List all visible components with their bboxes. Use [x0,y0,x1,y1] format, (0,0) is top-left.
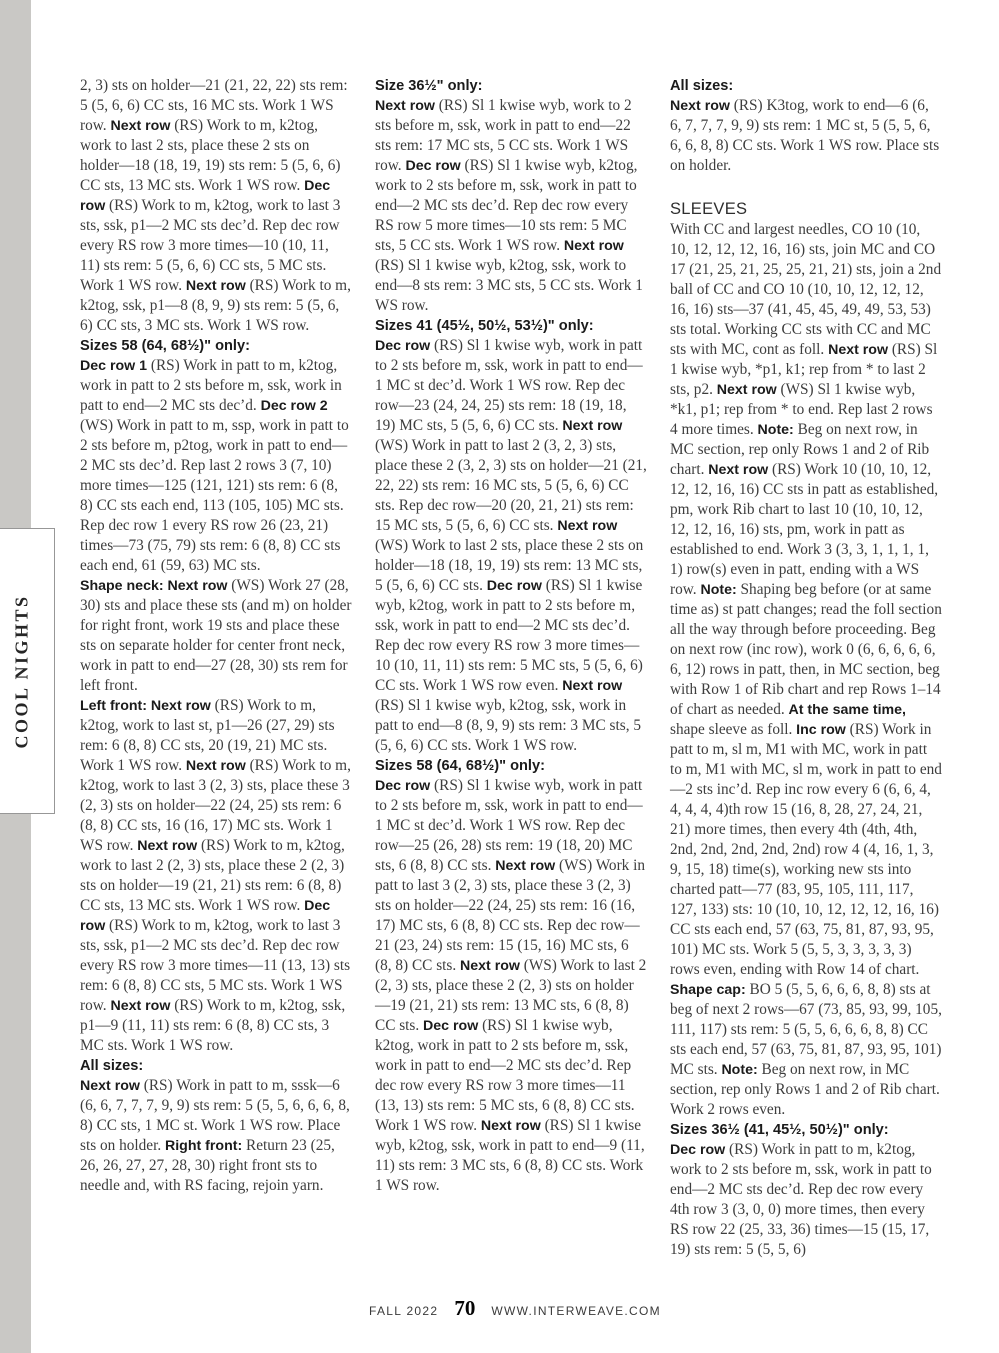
instruction-label: Dec row [405,158,461,174]
instruction-label: Dec row [486,578,542,594]
instruction-text: (WS) Work to last 2 sts, place these 2 sts on holder—18 (18, 19, 19) sts rem: 13 MC sts, 5 (5, 6, 6) CC sts. [375,537,644,594]
instruction-text: 2, 3) sts on holder—21 (21, 22, 22) sts rem: 5 (5, 6, 6) CC sts, 16 MC sts. Work 1 WS row. [80,77,348,134]
size-subheading: All sizes: [670,78,734,94]
instruction-label: Dec row 2 [260,398,328,414]
instruction-text: Return 23 (25, 26, 26, 27, 27, 28, 30) right front sts to needle and, with RS facing, rejoin yarn. [80,1137,335,1194]
footer-website: WWW.INTERWEAVE.COM [491,1304,661,1318]
instruction-label: Next row [670,98,730,114]
section-tab [0,528,55,814]
vertical-spacer [670,176,942,198]
instruction-text: (RS) Work to m, k2tog, ssk, p1—8 (8, 9, 9) sts rem: 5 (5, 6, 6) CC sts, 3 MC sts. Work 1 WS row. [80,277,351,334]
instruction-text: (RS) Sl 1 kwise wyb, k2tog, work to 2 sts before m, ssk, work in patt to end—2 MC sts dec’d. Rep dec row every RS row 5 more times—10 sts rem: 5 MC sts, 5 CC sts. Work 1 WS row. [375,157,638,254]
instruction-text: (RS) Work to m, k2tog, work to last st, p1—26 (27, 29) sts rem: 6 (8, 8) CC sts, 20 (19, 21) MC sts. Work 1 WS row. [80,697,335,774]
instruction-label: Next row [110,998,171,1014]
instruction-text: (RS) Work in patt to m, k2tog, work in patt to 2 sts before m, ssk, work in patt to end—2 MC sts dec’d. [80,357,342,414]
instruction-label: Right front: [164,1138,243,1154]
instruction-text: (WS) Work to last 2 (2, 3) sts, place these 2 (2, 3) sts on holder—19 (21, 21) sts rem: 13 MC sts, 6 (8, 8) CC sts. [375,957,647,1034]
instruction-text: With CC and largest needles, CO 10 (10, 10, 12, 12, 12, 16, 16) sts, join MC and CO 17 (21, 25, 21, 25, 25, 21, 21) sts, join a 2nd ball of CC and CO 10 (10, 10, 12, 12, 12, 16, 16) sts—37 (41, 45, 45, 49, 49, 53, 53) sts total. Working CC sts with CC and MC sts with MC, cont as foll. [670,221,942,358]
pattern-paragraph [80,696,352,1056]
instruction-label: Inc row [796,722,846,738]
pattern-paragraph [375,336,647,756]
instruction-label: Note: [721,1062,758,1078]
pattern-text-columns [80,76,940,1260]
pattern-paragraph [80,1076,352,1196]
text-column-2 [375,76,647,1260]
text-column-3 [670,76,942,1260]
instruction-text: (RS) Sl 1 kwise wyb, k2tog, work in patt to 2 sts before m, ssk, work in patt to end—2 MC sts dec’d. Rep dec row every RS row 3 more times—11 (13, 13) sts rem: 5 MC sts, 6 (8, 8) CC sts. Work 1 WS row. [375,1017,635,1134]
instruction-label: Next row [708,462,769,478]
instruction-label: Next row [185,278,246,294]
instruction-text: (RS) Work to m, k2tog, work to last 3 sts, ssk, p1—2 MC sts dec’d. Rep dec row every RS row 3 more times—10 (10, 11, 11) sts rem: 5 (5, 6, 6) CC sts, 5 MC sts. Work 1 WS row. [80,197,341,294]
instruction-text: (RS) Work to m, k2tog, work to last 3 (2, 3) sts, place these 3 (2, 3) sts on holder—22 (24, 25) sts rem: 6 (8, 8) CC sts, 16 (16, 17) MC sts. Work 1 WS row. [80,757,351,854]
footer-page-number: 70 [454,1296,476,1320]
instruction-text: Shaping beg before (or at same time as) st patt changes; read the foll section all the way through before proceeding. Beg on next row (inc row), work 0 (6, 6, 6, 6, 6, 6, 12) rows in patt, then, in MC section, beg with Row 1 of Rib chart and rep Rows 1–14 of chart as needed. [670,581,942,718]
instruction-label: Next row [80,1078,140,1094]
instruction-label: Next row [137,838,198,854]
instruction-text: Beg on next row, in MC section, rep only Rows 1 and 2 of Rib chart. Work 2 rows even. [670,1061,940,1118]
instruction-label: Next row [185,758,246,774]
instruction-text: (WS) Sl 1 kwise wyb, *k1, p1; rep from * to end. Rep last 2 rows 4 more times. [670,381,933,438]
instruction-label: Next row [495,858,556,874]
page-footer [31,1296,999,1321]
instruction-label: Dec row [375,338,431,354]
instruction-label: Note: [757,422,794,438]
instruction-text: Beg on next row, in MC section, rep only Rows 1 and 2 of Rib chart. [670,421,930,478]
instruction-label: Next row [562,678,623,694]
instruction-label: Dec row [375,778,431,794]
instruction-text: (WS) Work in patt to last 2 (3, 2, 3) sts, place these 2 (3, 2, 3) sts on holder—21 (21, 22, 22) sts rem: 16 MC sts, 5 (5, 6, 6) CC sts. Rep dec row—20 (20, 21, 21) sts rem: 15 MC sts, 5 (5, 6, 6) CC sts. [375,437,647,534]
instruction-label: Shape neck: Next row [80,578,228,594]
instruction-label: Dec row 1 [80,358,148,374]
pattern-paragraph [670,1140,942,1260]
instruction-text: (WS) Work in patt to last 3 (2, 3) sts, place these 3 (2, 3) sts on holder—22 (24, 25) sts rem: 16 (16, 17) MC sts, 6 (8, 8) CC sts. Rep dec row—21 (23, 24) sts rem: 15 (15, 16) MC sts, 6 (8, 8) CC sts. [375,857,646,974]
instruction-text: (RS) Sl 1 kwise wyb, *p1, k1; rep from * to last 2 sts, p2. [670,341,938,398]
instruction-text: BO 5 (5, 5, 6, 6, 6, 8, 8) sts at beg of next 2 rows—67 (73, 85, 93, 99, 105, 111, 117) sts rem: 5 (5, 5, 6, 6, 6, 8, 8) CC sts each end, 57 (63, 75, 81, 87, 93, 95, 101) MC sts. [670,981,942,1078]
instruction-label: Dec row [80,178,331,214]
instruction-label: Next row [480,1118,541,1134]
instruction-label: At the same time, [788,702,906,718]
instruction-text: (RS) Work in patt to m, k2tog, work to 2 sts before m, ssk, work in patt to end—2 MC sts dec’d. Rep dec row every 4th row 3 (3, 0, 0) more times, then every RS row 22 (25, 33, 36) times—15 (15, 17, 19) sts rem: 5 (5, 5, 6) [670,1141,932,1258]
size-subheading: Size 36½" only: [375,78,483,94]
pattern-paragraph [670,220,942,1120]
instruction-text: (RS) K3tog, work to end—6 (6, 6, 7, 7, 7, 9, 9) sts rem: 1 MC st, 5 (5, 5, 6, 6, 6, 8, 8) CC sts. Work 1 WS row. Place sts on holder. [670,97,940,174]
pattern-paragraph [670,96,942,176]
instruction-text: (RS) Work to m, k2tog, work to last 2 sts, place these 2 sts on holder—18 (18, 19, 19) sts rem: 5 (5, 6, 6) CC sts, 13 MC sts. Work 1 WS row. [80,117,341,194]
text-column-1 [80,76,352,1260]
pattern-paragraph [375,776,647,1196]
instruction-label: Next row [460,958,520,974]
instruction-text: (RS) Sl 1 kwise wyb, k2tog, ssk, work to end—8 sts rem: 3 MC sts, 5 CC sts. Work 1 WS row. [375,257,643,314]
instruction-text: (RS) Work to m, k2tog, ssk, p1—9 (11, 11) sts rem: 6 (8, 8) CC sts, 3 MC sts. Work 1 WS row. [80,997,346,1054]
instruction-text: (RS) Sl 1 kwise wyb, k2tog, work in patt to 2 sts before m, ssk, work in patt to end—2 MC sts dec’d. Rep dec row every RS row 3 more times—10 (10, 11, 11) sts rem: 5 MC sts, 5 (5, 6, 6) CC sts. Work 1 WS row even. [375,577,643,694]
section-heading: SLEEVES [670,200,748,218]
instruction-text: (RS) Work to m, k2tog, work to last 3 sts, ssk, p1—2 MC sts dec’d. Rep dec row every RS row 3 more times—11 (13, 13) sts rem: 6 (8, 8) CC sts, 5 MC sts. Work 1 WS row. [80,917,351,1014]
instruction-text: (RS) Sl 1 kwise wyb, work in patt to 2 sts before m, ssk, work in patt to end—1 MC st dec’d. Work 1 WS row. Rep dec row—23 (24, 24, 25) sts rem: 18 (19, 18, 19) MC sts, 5 (5, 6, 6) CC sts. [375,337,643,434]
size-subheading: Sizes 58 (64, 68½)" only: [80,338,250,354]
pattern-paragraph [80,76,352,336]
instruction-text: (RS) Work to m, k2tog, work to last 2 (2, 3) sts, place these 2 (2, 3) sts on holder—19 (21, 21) sts rem: 6 (8, 8) CC sts, 13 MC sts. Work 1 WS row. [80,837,345,914]
size-subheading: Sizes 36½ (41, 45½, 50½)" only: [670,1122,889,1138]
instruction-label: Next row [110,118,171,134]
instruction-label: Dec row [670,1142,726,1158]
instruction-text: (RS) Sl 1 kwise wyb, k2tog, ssk, work in patt to end—8 (8, 9, 9) sts rem: 3 MC sts, 5 (5, 6, 6) CC sts. Work 1 WS row. [375,697,641,754]
instruction-text: (WS) Work 27 (28, 30) sts and place these sts (and m) on holder for right front, work 19 sts and place these sts on separate holder for center front neck, work in patt to end—27 (28, 30) sts rem for left front. [80,577,352,694]
instruction-text: (RS) Work in patt to m, sssk—6 (6, 6, 7, 7, 7, 9, 9) sts rem: 5 (5, 5, 6, 6, 6, 8, 8) CC sts, 1 MC st. Work 1 WS row. Place sts on holder. [80,1077,350,1154]
instruction-label: Note: [700,582,737,598]
instruction-label: Next row [563,238,624,254]
instruction-text: (RS) Sl 1 kwise wyb, k2tog, ssk, work in patt to end—9 (11, 11) sts rem: 3 MC sts, 6 (8, 8) CC sts. Work 1 WS row. [375,1117,645,1194]
footer-issue: FALL 2022 [369,1304,439,1318]
instruction-label: Dec row [80,898,331,934]
pattern-paragraph [375,96,647,316]
instruction-text: (RS) Sl 1 kwise wyb, work to 2 sts before m, ssk, work in patt to end—22 sts rem: 17 MC sts, 5 CC sts. Work 1 WS row. [375,97,632,174]
instruction-label: Next row [557,518,618,534]
size-subheading: All sizes: [80,1058,144,1074]
instruction-label: Next row [375,98,435,114]
instruction-label: Next row [716,382,777,398]
instruction-text: (RS) Work 10 (10, 10, 12, 12, 12, 16, 16) CC sts in patt as established, pm, work Rib chart to last 10 (10, 10, 12, 12, 12, 16, 16) sts, pm, work in patt as established to end. Work 3 (3, 3, 1, 1, 1, 1, 1) row(s) even in patt, ending with a WS row. [670,461,939,598]
instruction-text: shape sleeve as foll. [670,721,797,738]
size-subheading: Sizes 58 (64, 68½)" only: [375,758,545,774]
instruction-label: Left front: Next row [80,698,211,714]
instruction-text: (WS) Work in patt to m, ssp, work in patt to 2 sts before m, p2tog, work in patt to end—2 MC sts dec’d. Rep last 2 rows 3 (7, 10) more times—125 (121, 121) sts rem: 6 (8, 8) CC sts each end, 113 (105, 105) MC sts. Rep dec row 1 every RS row 26 (23, 21) times—73 (75, 79) sts rem: 6 (8, 8) CC sts each end, 61 (59, 63) MC sts. [80,417,349,574]
pattern-paragraph [80,356,352,576]
instruction-label: Next row [562,418,623,434]
instruction-label: Shape cap: [670,982,746,998]
instruction-text: (RS) Work in patt to m, sl m, M1 with MC, work in patt to m, M1 with MC, sl m, work in patt to end—2 sts inc’d. Rep inc row every 6 (6, 6, 4, 4, 4, 4, 4)th row 15 (16, 8, 28, 27, 24, 21, 21) more times, then every 4th (4th, 4th, 2nd, 2nd, 2nd, 2nd, 2nd) row 4 (4, 16, 1, 3, 9, 15, 18) time(s), working new sts into charted patt—77 (83, 95, 105, 111, 117, 127, 133) sts: 10 (10, 10, 12, 12, 12, 16, 16) CC sts each end, 57 (63, 75, 81, 87, 93, 95, 101) MC sts. Work 5 (5, 5, 3, 3, 3, 3, 3) rows even, ending with Row 14 of chart. [670,721,942,978]
section-tab-label: COOL NIGHTS [12,593,33,749]
instruction-label: Dec row [423,1018,479,1034]
pattern-paragraph [80,576,352,696]
instruction-text: (RS) Sl 1 kwise wyb, work in patt to 2 sts before m, ssk, work in patt to end—1 MC st dec’d. Work 1 WS row. Rep dec row—25 (26, 28) sts rem: 19 (18, 20) MC sts, 6 (8, 8) CC sts. [375,777,643,874]
instruction-label: Next row [828,342,888,358]
size-subheading: Sizes 41 (45½, 50½, 53½)" only: [375,318,594,334]
